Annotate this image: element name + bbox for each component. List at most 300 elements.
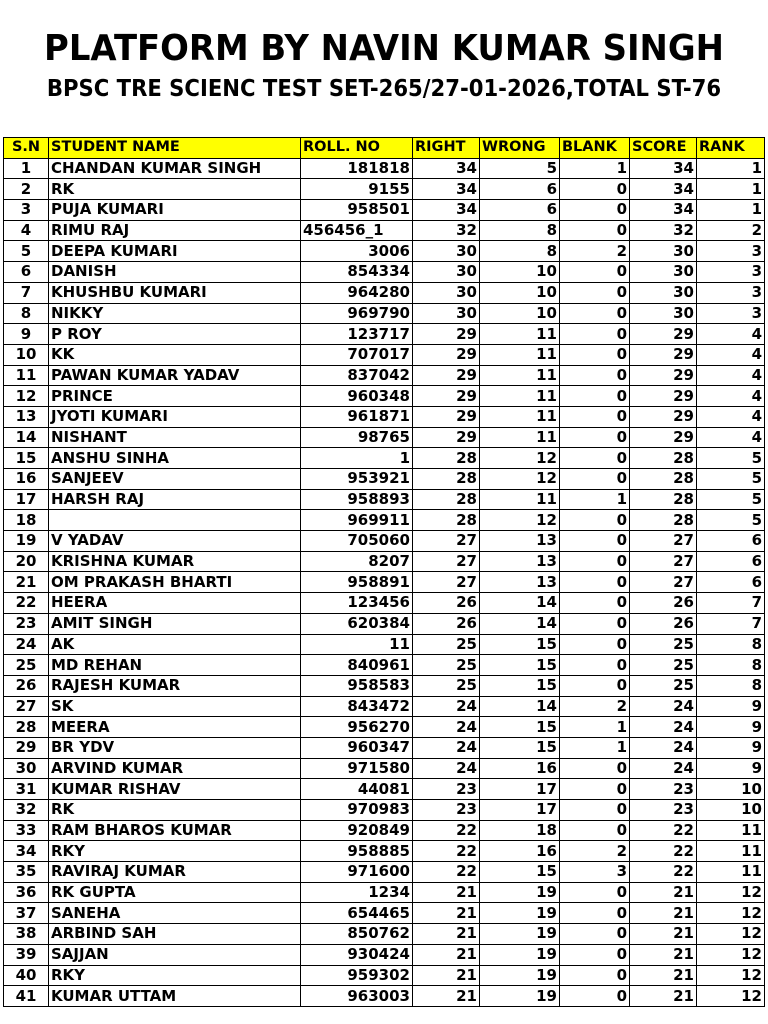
cell-roll-no: 930424: [301, 944, 413, 965]
cell-right: 21: [413, 924, 480, 945]
cell-student-name: MD REHAN: [49, 655, 301, 676]
cell-right: 29: [413, 386, 480, 407]
cell-roll-no: 9155: [301, 179, 413, 200]
cell-wrong: 14: [480, 613, 560, 634]
cell-wrong: 11: [480, 406, 560, 427]
cell-blank: 0: [560, 924, 630, 945]
cell-student-name: AMIT SINGH: [49, 613, 301, 634]
cell-right: 29: [413, 365, 480, 386]
cell-wrong: 11: [480, 489, 560, 510]
cell-rank: 9: [697, 717, 765, 738]
cell-wrong: 8: [480, 220, 560, 241]
cell-rank: 1: [697, 200, 765, 221]
column-header-blank: BLANK: [560, 138, 630, 159]
cell-right: 22: [413, 820, 480, 841]
cell-score: 22: [630, 862, 697, 883]
cell-sn: 29: [4, 737, 49, 758]
cell-right: 29: [413, 406, 480, 427]
cell-right: 34: [413, 179, 480, 200]
cell-student-name: HEERA: [49, 593, 301, 614]
cell-blank: 2: [560, 696, 630, 717]
column-header-rank: RANK: [697, 138, 765, 159]
cell-sn: 35: [4, 862, 49, 883]
cell-rank: 10: [697, 779, 765, 800]
column-header-wrong: WRONG: [480, 138, 560, 159]
cell-roll-no: 843472: [301, 696, 413, 717]
cell-student-name: NISHANT: [49, 427, 301, 448]
cell-wrong: 17: [480, 800, 560, 821]
cell-rank: 8: [697, 655, 765, 676]
cell-score: 29: [630, 386, 697, 407]
cell-sn: 41: [4, 986, 49, 1007]
cell-right: 23: [413, 779, 480, 800]
table-row: [4, 200, 765, 221]
cell-blank: 2: [560, 841, 630, 862]
cell-score: 24: [630, 717, 697, 738]
cell-rank: 9: [697, 737, 765, 758]
cell-right: 21: [413, 986, 480, 1007]
cell-roll-no: 963003: [301, 986, 413, 1007]
cell-rank: 7: [697, 613, 765, 634]
cell-score: 21: [630, 944, 697, 965]
cell-student-name: SAJJAN: [49, 944, 301, 965]
cell-right: 26: [413, 593, 480, 614]
cell-right: 25: [413, 634, 480, 655]
cell-roll-no: 958885: [301, 841, 413, 862]
cell-roll-no: 1: [301, 448, 413, 469]
table-row: [4, 220, 765, 241]
cell-sn: 4: [4, 220, 49, 241]
table-row: [4, 303, 765, 324]
cell-rank: 12: [697, 965, 765, 986]
cell-wrong: 15: [480, 655, 560, 676]
cell-student-name: PRINCE: [49, 386, 301, 407]
cell-student-name: RKY: [49, 965, 301, 986]
cell-wrong: 11: [480, 365, 560, 386]
cell-blank: 1: [560, 717, 630, 738]
cell-wrong: 10: [480, 262, 560, 283]
table-row: [4, 696, 765, 717]
cell-sn: 40: [4, 965, 49, 986]
cell-roll-no: 707017: [301, 344, 413, 365]
cell-right: 30: [413, 282, 480, 303]
cell-sn: 22: [4, 593, 49, 614]
cell-rank: 5: [697, 510, 765, 531]
cell-roll-no: 123717: [301, 324, 413, 345]
cell-sn: 20: [4, 551, 49, 572]
cell-score: 22: [630, 820, 697, 841]
cell-student-name: CHANDAN KUMAR SINGH: [49, 158, 301, 179]
cell-rank: 9: [697, 696, 765, 717]
cell-blank: 0: [560, 779, 630, 800]
cell-student-name: AK: [49, 634, 301, 655]
cell-roll-no: 181818: [301, 158, 413, 179]
cell-rank: 1: [697, 179, 765, 200]
cell-score: 34: [630, 158, 697, 179]
column-header-student-name: STUDENT NAME: [49, 138, 301, 159]
cell-roll-no: 960347: [301, 737, 413, 758]
cell-blank: 0: [560, 448, 630, 469]
table-row: [4, 841, 765, 862]
cell-score: 29: [630, 324, 697, 345]
cell-sn: 7: [4, 282, 49, 303]
cell-rank: 9: [697, 758, 765, 779]
table-row: [4, 158, 765, 179]
table-row: [4, 572, 765, 593]
cell-score: 28: [630, 469, 697, 490]
cell-sn: 1: [4, 158, 49, 179]
cell-student-name: KRISHNA KUMAR: [49, 551, 301, 572]
cell-sn: 38: [4, 924, 49, 945]
cell-student-name: MEERA: [49, 717, 301, 738]
cell-wrong: 15: [480, 634, 560, 655]
cell-wrong: 14: [480, 696, 560, 717]
cell-student-name: PAWAN KUMAR YADAV: [49, 365, 301, 386]
cell-wrong: 19: [480, 965, 560, 986]
cell-right: 29: [413, 344, 480, 365]
table-row: [4, 903, 765, 924]
cell-rank: 8: [697, 675, 765, 696]
cell-wrong: 13: [480, 551, 560, 572]
table-row: [4, 489, 765, 510]
cell-student-name: RKY: [49, 841, 301, 862]
cell-sn: 21: [4, 572, 49, 593]
table-row: [4, 510, 765, 531]
cell-right: 30: [413, 241, 480, 262]
cell-score: 24: [630, 696, 697, 717]
cell-wrong: 15: [480, 717, 560, 738]
cell-rank: 5: [697, 448, 765, 469]
cell-rank: 3: [697, 303, 765, 324]
cell-sn: 17: [4, 489, 49, 510]
cell-roll-no: 840961: [301, 655, 413, 676]
cell-rank: 12: [697, 986, 765, 1007]
cell-student-name: KUMAR UTTAM: [49, 986, 301, 1007]
cell-wrong: 19: [480, 903, 560, 924]
cell-student-name: PUJA KUMARI: [49, 200, 301, 221]
cell-right: 29: [413, 427, 480, 448]
cell-roll-no: 837042: [301, 365, 413, 386]
table-row: [4, 613, 765, 634]
cell-roll-no: 44081: [301, 779, 413, 800]
cell-rank: 4: [697, 324, 765, 345]
cell-roll-no: 620384: [301, 613, 413, 634]
cell-roll-no: 920849: [301, 820, 413, 841]
cell-wrong: 15: [480, 737, 560, 758]
cell-blank: 0: [560, 386, 630, 407]
cell-score: 29: [630, 365, 697, 386]
cell-blank: 0: [560, 179, 630, 200]
cell-roll-no: 8207: [301, 551, 413, 572]
cell-blank: 0: [560, 613, 630, 634]
cell-rank: 6: [697, 531, 765, 552]
cell-score: 24: [630, 737, 697, 758]
cell-student-name: KK: [49, 344, 301, 365]
cell-sn: 31: [4, 779, 49, 800]
cell-sn: 36: [4, 882, 49, 903]
cell-right: 26: [413, 613, 480, 634]
table-row: [4, 365, 765, 386]
cell-sn: 28: [4, 717, 49, 738]
cell-rank: 11: [697, 862, 765, 883]
cell-score: 27: [630, 572, 697, 593]
cell-student-name: V YADAV: [49, 531, 301, 552]
cell-wrong: 6: [480, 200, 560, 221]
cell-blank: 0: [560, 944, 630, 965]
page-title: PLATFORM BY NAVIN KUMAR SINGH: [44, 28, 724, 69]
cell-student-name: SANJEEV: [49, 469, 301, 490]
cell-sn: 3: [4, 200, 49, 221]
cell-roll-no: 959302: [301, 965, 413, 986]
cell-wrong: 5: [480, 158, 560, 179]
table-row: [4, 324, 765, 345]
table-row: [4, 593, 765, 614]
cell-blank: 0: [560, 882, 630, 903]
cell-blank: 0: [560, 903, 630, 924]
cell-rank: 4: [697, 344, 765, 365]
cell-wrong: 10: [480, 303, 560, 324]
cell-score: 24: [630, 758, 697, 779]
cell-wrong: 12: [480, 510, 560, 531]
cell-score: 29: [630, 344, 697, 365]
cell-roll-no: 958501: [301, 200, 413, 221]
cell-wrong: 6: [480, 179, 560, 200]
cell-blank: 0: [560, 262, 630, 283]
cell-student-name: RAVIRAJ KUMAR: [49, 862, 301, 883]
table-row: [4, 717, 765, 738]
cell-score: 22: [630, 841, 697, 862]
cell-right: 21: [413, 903, 480, 924]
table-row: [4, 386, 765, 407]
cell-rank: 6: [697, 572, 765, 593]
cell-score: 21: [630, 986, 697, 1007]
cell-wrong: 11: [480, 386, 560, 407]
cell-score: 23: [630, 779, 697, 800]
table-row: [4, 737, 765, 758]
cell-student-name: NIKKY: [49, 303, 301, 324]
cell-score: 34: [630, 179, 697, 200]
cell-score: 27: [630, 551, 697, 572]
cell-student-name: SANEHA: [49, 903, 301, 924]
cell-sn: 25: [4, 655, 49, 676]
cell-right: 28: [413, 510, 480, 531]
cell-blank: 0: [560, 303, 630, 324]
cell-sn: 9: [4, 324, 49, 345]
cell-sn: 34: [4, 841, 49, 862]
cell-score: 30: [630, 282, 697, 303]
cell-blank: 0: [560, 986, 630, 1007]
cell-sn: 30: [4, 758, 49, 779]
cell-student-name: DANISH: [49, 262, 301, 283]
table-row: [4, 427, 765, 448]
cell-right: 30: [413, 262, 480, 283]
cell-rank: 5: [697, 489, 765, 510]
cell-score: 30: [630, 262, 697, 283]
cell-wrong: 15: [480, 675, 560, 696]
cell-right: 34: [413, 200, 480, 221]
cell-blank: 0: [560, 200, 630, 221]
cell-roll-no: 98765: [301, 427, 413, 448]
cell-right: 28: [413, 469, 480, 490]
cell-student-name: RK GUPTA: [49, 882, 301, 903]
cell-student-name: KHUSHBU KUMARI: [49, 282, 301, 303]
table-row: [4, 241, 765, 262]
cell-wrong: 18: [480, 820, 560, 841]
cell-student-name: RAM BHAROS KUMAR: [49, 820, 301, 841]
cell-roll-no: 705060: [301, 531, 413, 552]
table-row: [4, 406, 765, 427]
table-row: [4, 344, 765, 365]
table-row: [4, 262, 765, 283]
cell-rank: 12: [697, 944, 765, 965]
cell-rank: 12: [697, 903, 765, 924]
cell-student-name: KUMAR RISHAV: [49, 779, 301, 800]
cell-blank: 0: [560, 510, 630, 531]
cell-rank: 5: [697, 469, 765, 490]
cell-score: 27: [630, 531, 697, 552]
cell-blank: 0: [560, 800, 630, 821]
cell-sn: 5: [4, 241, 49, 262]
cell-right: 28: [413, 448, 480, 469]
cell-sn: 15: [4, 448, 49, 469]
table-row: [4, 655, 765, 676]
cell-right: 21: [413, 965, 480, 986]
cell-right: 27: [413, 551, 480, 572]
cell-rank: 3: [697, 262, 765, 283]
cell-student-name: HARSH RAJ: [49, 489, 301, 510]
cell-roll-no: 971600: [301, 862, 413, 883]
cell-sn: 2: [4, 179, 49, 200]
cell-roll-no: 961871: [301, 406, 413, 427]
cell-blank: 0: [560, 572, 630, 593]
table-row: [4, 179, 765, 200]
cell-blank: 1: [560, 737, 630, 758]
cell-right: 34: [413, 158, 480, 179]
table-row: [4, 965, 765, 986]
table-row: [4, 282, 765, 303]
cell-sn: 16: [4, 469, 49, 490]
cell-blank: 0: [560, 282, 630, 303]
table-body: [4, 158, 765, 1006]
cell-score: 28: [630, 510, 697, 531]
cell-roll-no: 956270: [301, 717, 413, 738]
cell-right: 24: [413, 696, 480, 717]
cell-score: 32: [630, 220, 697, 241]
cell-sn: 19: [4, 531, 49, 552]
cell-wrong: 14: [480, 593, 560, 614]
cell-blank: 0: [560, 220, 630, 241]
cell-blank: 0: [560, 634, 630, 655]
cell-right: 27: [413, 572, 480, 593]
cell-roll-no: 958893: [301, 489, 413, 510]
cell-right: 24: [413, 717, 480, 738]
cell-blank: 0: [560, 758, 630, 779]
cell-blank: 3: [560, 862, 630, 883]
cell-blank: 0: [560, 551, 630, 572]
cell-score: 29: [630, 406, 697, 427]
cell-wrong: 19: [480, 882, 560, 903]
cell-roll-no: 850762: [301, 924, 413, 945]
cell-score: 26: [630, 593, 697, 614]
table-row: [4, 469, 765, 490]
cell-rank: 10: [697, 800, 765, 821]
table-row: [4, 944, 765, 965]
cell-right: 21: [413, 944, 480, 965]
cell-roll-no: 953921: [301, 469, 413, 490]
cell-score: 28: [630, 448, 697, 469]
cell-blank: 0: [560, 965, 630, 986]
cell-right: 24: [413, 737, 480, 758]
table-row: [4, 551, 765, 572]
cell-right: 27: [413, 531, 480, 552]
cell-roll-no: 123456: [301, 593, 413, 614]
cell-rank: 11: [697, 841, 765, 862]
cell-student-name: ARBIND SAH: [49, 924, 301, 945]
cell-roll-no: 971580: [301, 758, 413, 779]
cell-roll-no: 11: [301, 634, 413, 655]
cell-score: 23: [630, 800, 697, 821]
cell-wrong: 19: [480, 986, 560, 1007]
column-header-right: RIGHT: [413, 138, 480, 159]
cell-right: 22: [413, 862, 480, 883]
cell-score: 25: [630, 675, 697, 696]
cell-sn: 39: [4, 944, 49, 965]
cell-roll-no: 654465: [301, 903, 413, 924]
cell-rank: 12: [697, 924, 765, 945]
cell-score: 28: [630, 489, 697, 510]
cell-student-name: RAJESH KUMAR: [49, 675, 301, 696]
cell-blank: 0: [560, 365, 630, 386]
cell-blank: 0: [560, 675, 630, 696]
cell-rank: 8: [697, 634, 765, 655]
cell-roll-no: 3006: [301, 241, 413, 262]
cell-wrong: 10: [480, 282, 560, 303]
column-header-sn: S.N: [4, 138, 49, 159]
cell-student-name: RK: [49, 179, 301, 200]
cell-student-name: RIMU RAJ: [49, 220, 301, 241]
cell-sn: 26: [4, 675, 49, 696]
cell-student-name: [49, 510, 301, 531]
cell-wrong: 13: [480, 531, 560, 552]
cell-blank: 0: [560, 324, 630, 345]
cell-sn: 32: [4, 800, 49, 821]
cell-score: 26: [630, 613, 697, 634]
table-row: [4, 779, 765, 800]
cell-right: 24: [413, 758, 480, 779]
cell-roll-no: 958891: [301, 572, 413, 593]
cell-student-name: RK: [49, 800, 301, 821]
table-row: [4, 758, 765, 779]
cell-sn: 8: [4, 303, 49, 324]
cell-right: 25: [413, 655, 480, 676]
cell-rank: 4: [697, 406, 765, 427]
cell-blank: 0: [560, 469, 630, 490]
column-header-roll-no: ROLL. NO: [301, 138, 413, 159]
cell-wrong: 19: [480, 924, 560, 945]
cell-sn: 13: [4, 406, 49, 427]
cell-wrong: 11: [480, 427, 560, 448]
table-row: [4, 882, 765, 903]
table-row: [4, 924, 765, 945]
cell-roll-no: 1234: [301, 882, 413, 903]
cell-roll-no: 854334: [301, 262, 413, 283]
cell-right: 23: [413, 800, 480, 821]
cell-score: 25: [630, 634, 697, 655]
cell-rank: 6: [697, 551, 765, 572]
cell-rank: 1: [697, 158, 765, 179]
cell-student-name: DEEPA KUMARI: [49, 241, 301, 262]
cell-sn: 23: [4, 613, 49, 634]
